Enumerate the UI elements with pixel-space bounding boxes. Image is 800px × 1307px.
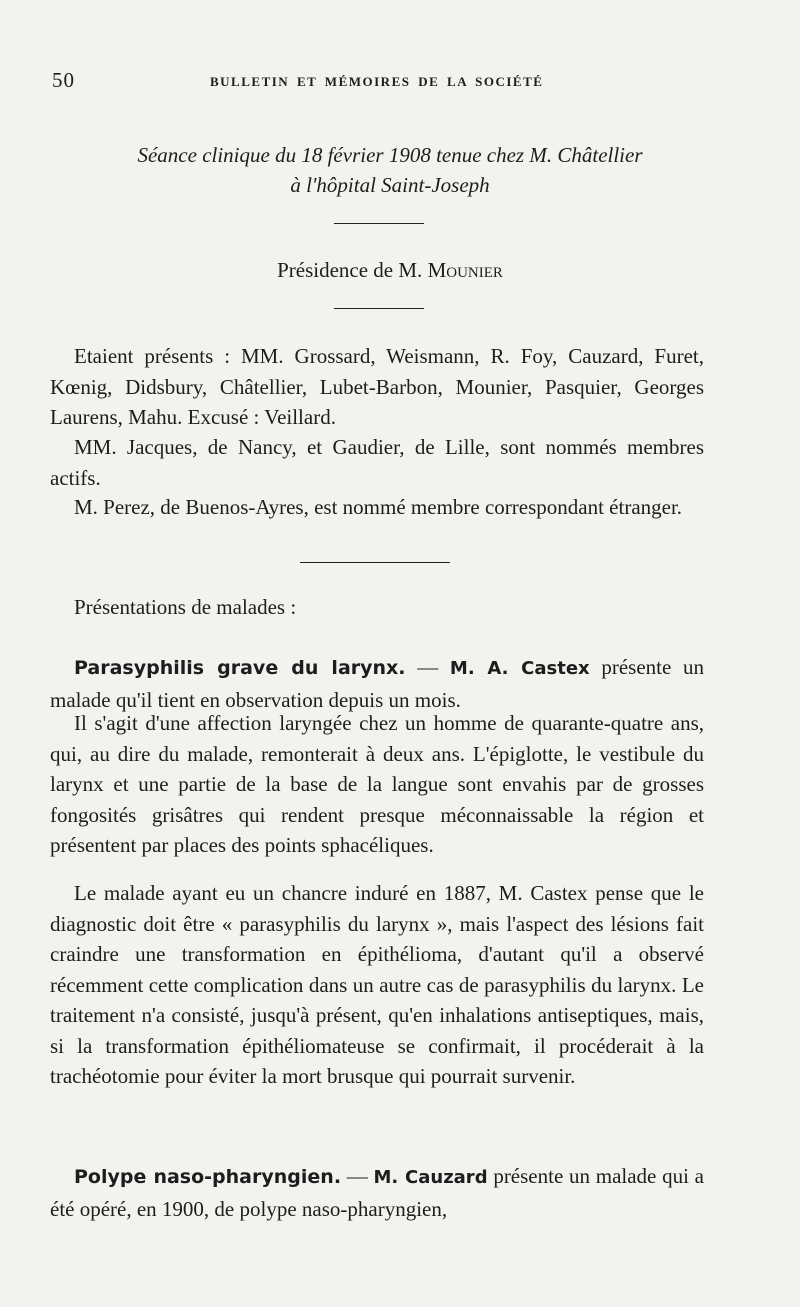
page-number: 50: [52, 68, 75, 92]
section-divider: [300, 562, 450, 563]
presidency-line: [0, 258, 780, 283]
session-title-line-1: Séance clinique du 18 février 1908 tenue chez M. Châtellier: [137, 143, 643, 167]
case-1-author: M. A. Castex: [449, 658, 590, 679]
page-header: [0, 64, 800, 94]
case-2-title: Polype naso-pharyngien.: [74, 1166, 342, 1188]
session-title-line-2: à l'hôpital Saint-Joseph: [290, 173, 490, 197]
divider-rule: [334, 223, 424, 224]
presentations-heading: Présentations de malades :: [74, 595, 297, 619]
new-members-paragraph: MM. Jacques, de Nancy, et Gaudier, de Lille, sont nommés membres actifs.: [50, 435, 704, 490]
case-2-dash: —: [341, 1164, 374, 1188]
presidency-prefix: Présidence de M.: [277, 258, 428, 282]
divider-rule: [334, 308, 424, 309]
case-1-discussion: Le malade ayant eu un chancre induré en 1887, M. Castex pense que le diagnostic doit être « parasyphilis du larynx », mais l'aspect des lésions fait craindre une transformation en épithélioma, d'autant qu'il a observé récemment cette complication dans un autre cas de parasyphilis du larynx. Le traitement n'a consisté, jusqu'à présent, qu'en inhalations antiseptiques, mais, si la transformation épithéliomateuse se confirmait, il procéderait à la trachéotomie pour éviter la mort brusque qui pourrait survenir.: [50, 881, 704, 1088]
attendance-paragraph: Etaient présents : MM. Grossard, Weismann, R. Foy, Cauzard, Furet, Kœnig, Didsbury, Châtellier, Lubet-Barbon, Mounier, Pasquier, Georges Laurens, Mahu. Excusé : Veillard.: [50, 344, 704, 429]
case-2-intro-text: présente un malade qui a été opéré, en 1900, de polype naso-pharyngien,: [50, 1164, 704, 1221]
case-1-intro: [50, 652, 704, 715]
case-2-author: M. Cauzard: [373, 1167, 488, 1188]
case-1-dash: —: [405, 655, 450, 679]
session-title: [0, 140, 780, 200]
president-name: Mounier: [427, 258, 503, 282]
case-2-intro: [50, 1161, 704, 1224]
correspondent-paragraph: M. Perez, de Buenos-Ayres, est nommé membre correspondant étranger.: [74, 495, 683, 519]
case-1-description: Il s'agit d'une affection laryngée chez un homme de quarante-quatre ans, qui, au dire du malade, remonterait à deux ans. L'épiglotte, le vestibule du larynx et une partie de la base de la langue sont envahis par de grosses fongosités grisâtres qui rendent presque méconnaissable la région et présentent par places des points sphacéliques.: [50, 711, 704, 857]
case-1-intro-text: présente un malade qu'il tient en observation depuis un mois.: [50, 655, 704, 712]
running-title: BULLETIN ET MÉMOIRES DE LA SOCIÉTÉ: [210, 74, 544, 89]
case-1-title: Parasyphilis grave du larynx.: [74, 657, 406, 679]
